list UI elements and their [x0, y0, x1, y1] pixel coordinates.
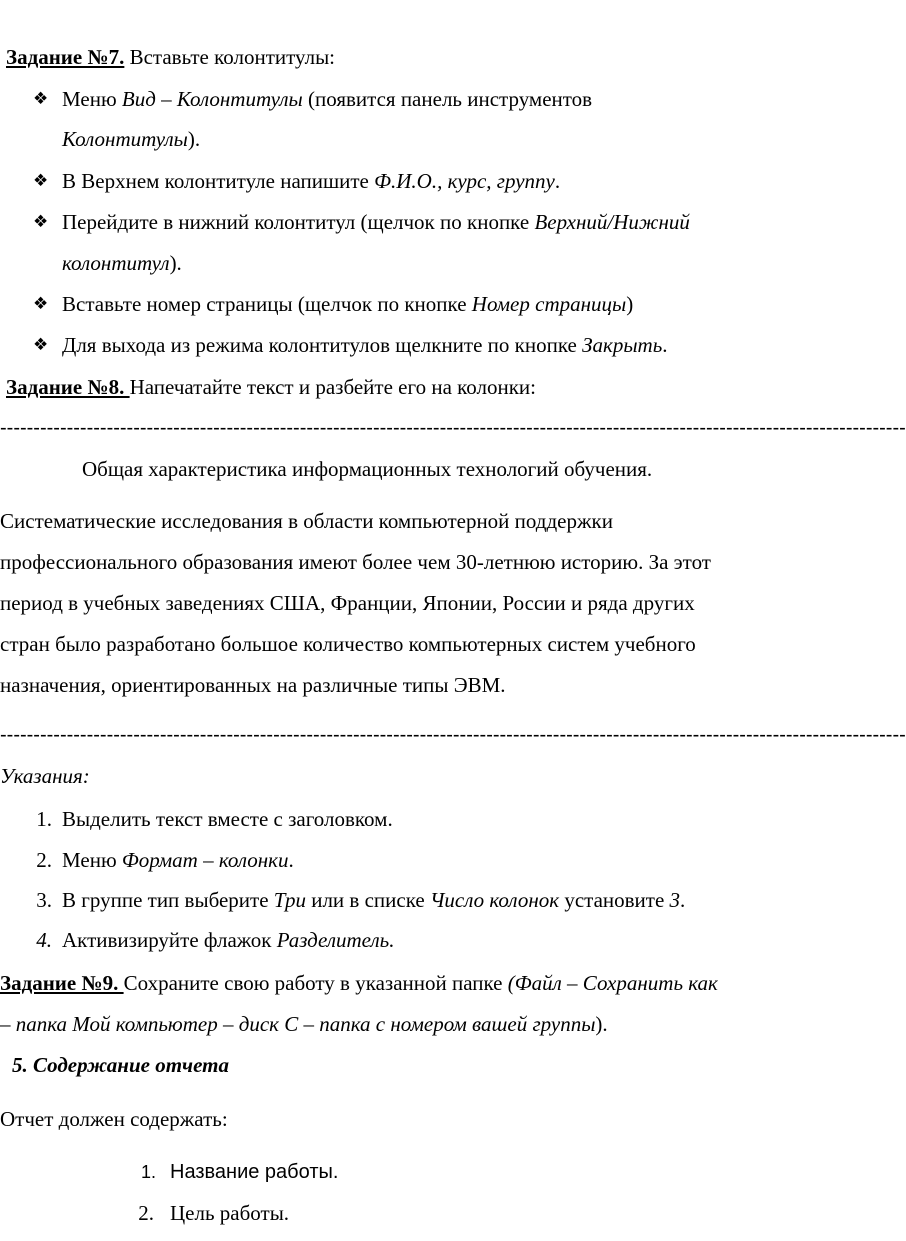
task7-item-2: В Верхнем колонтитуле напишите Ф.И.О., курс, группу. — [62, 169, 561, 193]
bullet-diamond-icon: ❖ — [33, 335, 49, 355]
section5-intro: Отчет должен содержать: — [0, 1107, 228, 1131]
bullet-diamond-icon: ❖ — [33, 294, 49, 314]
task9-label: Задание №9. — [0, 971, 124, 995]
task7-item-3-cont: колонтитул). — [62, 251, 182, 275]
task7-item-4: Вставьте номер страницы (щелчок по кнопке Номер страницы) — [62, 292, 634, 316]
task7-item-1: Меню Вид – Колонтитулы (появится панель инструментов — [62, 87, 593, 111]
paragraph-line: назначения, ориентированных на различные типы ЭВМ. — [0, 673, 506, 697]
task8-heading — [6, 374, 536, 400]
task7-item-5: Для выхода из режима колонтитулов щелкните по кнопке Закрыть. — [62, 333, 668, 357]
task8-label: Задание №8. — [6, 375, 130, 399]
separator-bottom: ---------------------------------------------------------------------------------------------------------------------------------------- — [0, 724, 906, 746]
bullet-diamond-icon: ❖ — [33, 89, 49, 109]
separator-top: ---------------------------------------------------------------------------------------------------------------------------------------- — [0, 417, 906, 439]
text-heading: Общая характеристика информационных технологий обучения. — [82, 457, 653, 481]
task7-heading — [6, 44, 335, 70]
bullet-diamond-icon: ❖ — [33, 171, 49, 191]
hint-item-1: Выделить текст вместе с заголовком. — [62, 807, 393, 831]
report-item-2: Цель работы. — [170, 1201, 290, 1225]
hint-number: 3. — [36, 888, 52, 912]
hints-label: Указания: — [0, 764, 90, 788]
report-item-1: Название работы. — [170, 1161, 339, 1183]
report-item-number: 1. — [140, 1162, 156, 1182]
paragraph-line: профессионального образования имеют более чем 30-летнюю историю. За этот — [0, 550, 711, 574]
section5-title: 5. Содержание отчета — [12, 1053, 229, 1077]
task9-line-2: – папка Мой компьютер – диск С – папка с номером вашей группы). — [0, 1012, 608, 1036]
task7-label: Задание №7. — [6, 45, 125, 69]
hint-number: 1. — [36, 807, 52, 831]
paragraph-line: Систематические исследования в области компьютерной поддержки — [0, 509, 613, 533]
paragraph-line: период в учебных заведениях США, Франции, Японии, России и ряда других — [0, 591, 695, 615]
hint-item-2: Меню Формат – колонки. — [62, 848, 294, 872]
bullet-diamond-icon: ❖ — [33, 212, 49, 232]
hint-item-4: Активизируйте флажок Разделитель. — [62, 928, 395, 952]
hint-number: 2. — [36, 848, 52, 872]
task7-title: Вставьте колонтитулы: — [124, 45, 336, 69]
report-item-number: 2. — [138, 1201, 154, 1225]
hint-item-3: В группе тип выберите Три или в списке Число колонок установите 3. — [62, 888, 686, 912]
task9-line-1: Задание №9. Сохраните свою работу в указанной папке (Файл – Сохранить как — [0, 971, 718, 995]
paragraph-line: стран было разработано большое количество компьютерных систем учебного — [0, 632, 696, 656]
task8-title: Напечатайте текст и разбейте его на колонки: — [129, 375, 536, 399]
task7-item-3: Перейдите в нижний колонтитул (щелчок по кнопке Верхний/Нижний — [62, 210, 690, 234]
hint-number: 4. — [36, 928, 52, 952]
task7-item-1-cont: Колонтитулы). — [62, 127, 201, 151]
